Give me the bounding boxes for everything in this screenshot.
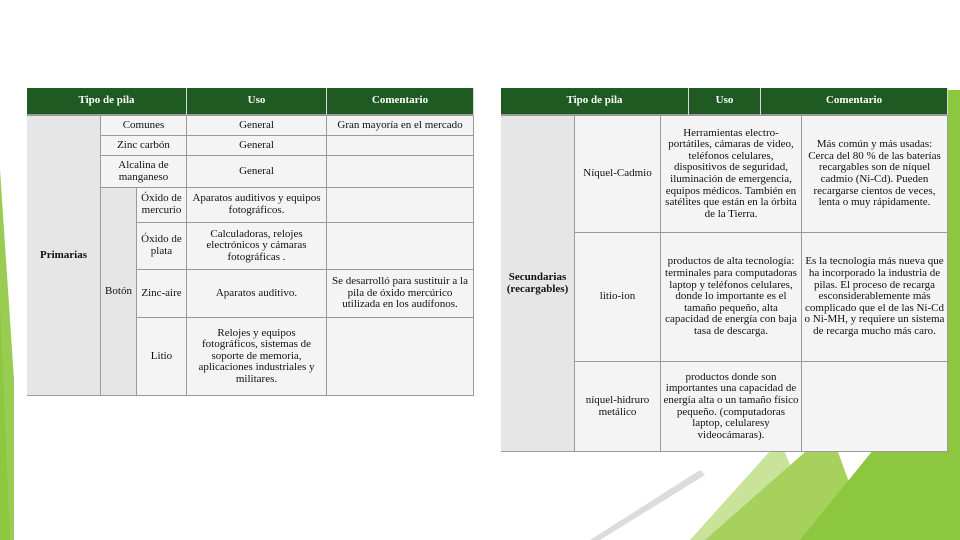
cell-type: Óxido de mercurio — [137, 188, 187, 223]
cell-use: Aparatos auditivos y equipos fotográficos. — [187, 188, 327, 223]
cell-type: Zinc carbón — [101, 136, 187, 156]
cell-use: Relojes y equipos fotográficos, sistemas de soporte de memoria, aplicaciones industriales y militares. — [187, 318, 327, 396]
cell-use: General — [187, 116, 327, 136]
cell-comment: Es la tecnología más nueva que ha incorporado la industria de pilas. El proceso de recarga esconsiderablemente más complicado que el de las Ni-Cd o Ni-MH, y requiere un sistema de recarga mucho más caro. — [802, 233, 948, 362]
group-primarias: Primarias — [27, 116, 101, 396]
cell-comment — [802, 362, 948, 452]
secondary-batteries-table — [501, 88, 948, 452]
cell-comment — [327, 223, 474, 270]
cell-comment — [327, 136, 474, 156]
header-uso: Uso — [689, 88, 761, 116]
cell-type: Alcalina de manganeso — [101, 156, 187, 188]
cell-use: Calculadoras, relojes electrónicos y cámaras fotográficas . — [187, 223, 327, 270]
cell-type: Óxido de plata — [137, 223, 187, 270]
cell-type: Comunes — [101, 116, 187, 136]
header-uso: Uso — [187, 88, 327, 116]
cell-type: Zinc-aire — [137, 270, 187, 318]
header-comentario: Comentario — [761, 88, 948, 116]
header-comentario: Comentario — [327, 88, 474, 116]
cell-type: litio-ion — [575, 233, 661, 362]
cell-comment: Se desarrolló para sustituir a la pila de óxido mercúrico utilizada en los audífonos. — [327, 270, 474, 318]
primary-batteries-table — [27, 88, 474, 396]
cell-comment — [327, 156, 474, 188]
header-tipo: Tipo de pila — [27, 88, 187, 116]
cell-type: Litio — [137, 318, 187, 396]
cell-use: productos de alta tecnología: terminales para computadoras laptop y teléfonos celulares, donde lo importante es el tamaño pequeño, alta capacidad de energía con baja tasa de descarga. — [661, 233, 802, 362]
cell-comment — [327, 318, 474, 396]
cell-comment: Gran mayoría en el mercado — [327, 116, 474, 136]
cell-type: níquel-hidruro metálico — [575, 362, 661, 452]
cell-use: General — [187, 156, 327, 188]
cell-comment — [327, 188, 474, 223]
boton-label: Botón — [101, 188, 137, 396]
cell-use: productos donde son importantes una capacidad de energía alta o un tamaño físico pequeño. (computadoras laptop, celularesy videocámaras). — [661, 362, 802, 452]
group-secundarias: Secundarias (recargables) — [501, 116, 575, 452]
cell-comment: Más común y más usadas: Cerca del 80 % de las baterías recargables son de níquel cadmio (Ni-Cd). Pueden recargarse cientos de veces, lenta o muy rápidamente. — [802, 116, 948, 233]
cell-use: Herramientas electro-portátiles, cámaras de video, teléfonos celulares, dispositivos de seguridad, iluminación de emergencia, equipos médicos. También en satélites que están en la órbita de la Tierra. — [661, 116, 802, 233]
cell-use: General — [187, 136, 327, 156]
cell-use: Aparatos auditivo. — [187, 270, 327, 318]
cell-type: Níquel-Cadmio — [575, 116, 661, 233]
header-tipo: Tipo de pila — [501, 88, 689, 116]
